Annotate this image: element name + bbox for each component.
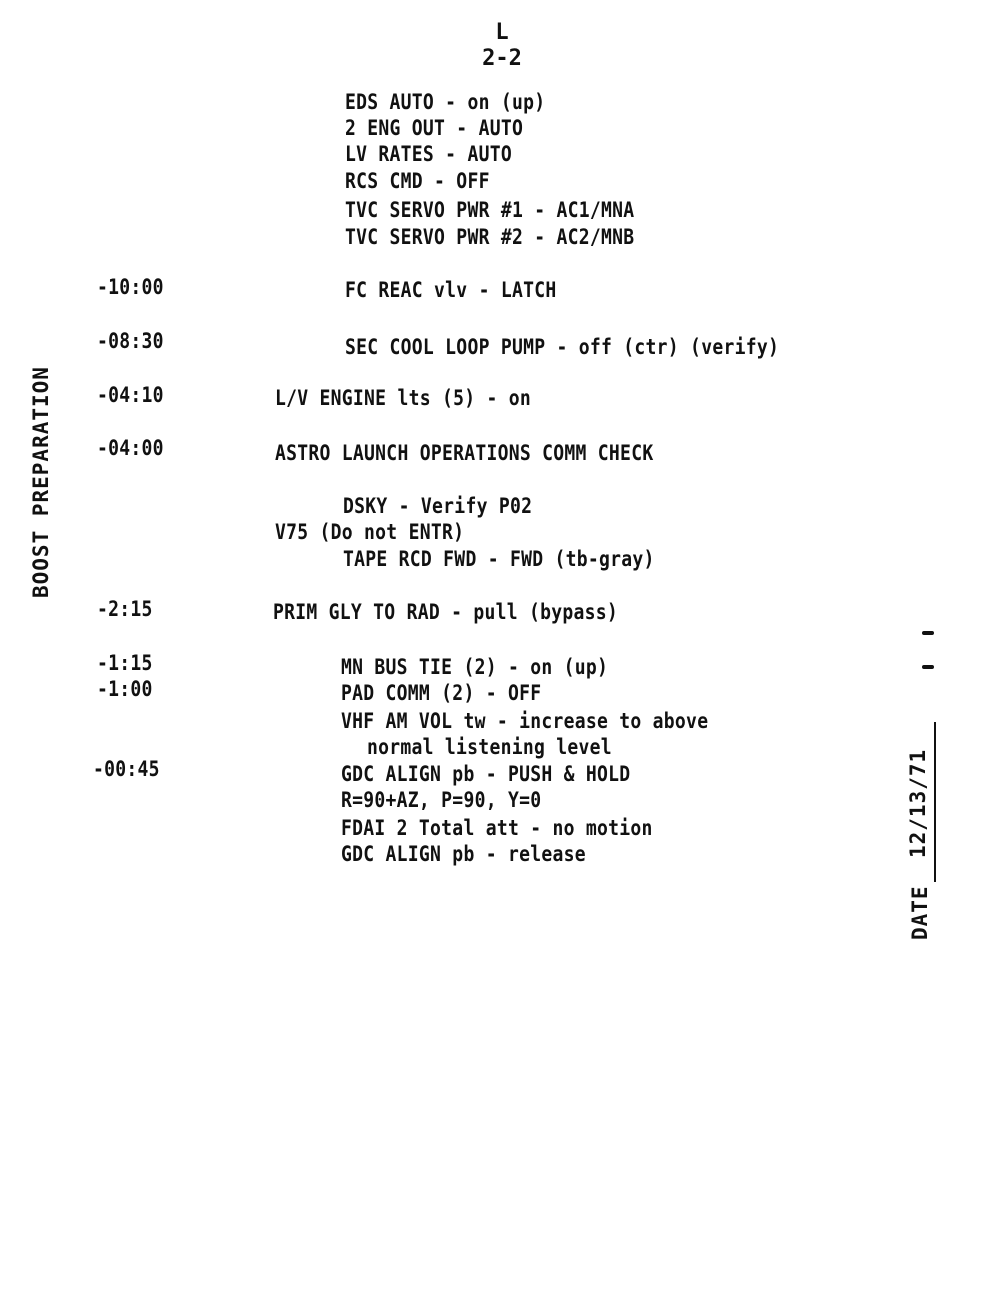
procedure-step: PAD COMM (2) - OFF	[341, 681, 542, 705]
procedure-step: RCS CMD - OFF	[345, 169, 490, 193]
procedure-step: LV RATES - AUTO	[345, 142, 512, 166]
procedure-step: VHF AM VOL tw - increase to above	[341, 709, 709, 733]
procedure-step: V75 (Do not ENTR)	[275, 520, 465, 544]
step-time: -1:00	[97, 677, 153, 701]
procedure-step: L/V ENGINE lts (5) - on	[275, 386, 532, 410]
step-time: -04:00	[97, 436, 164, 460]
section-side-label: BOOST PREPARATION	[29, 366, 53, 598]
step-time: -00:45	[93, 757, 160, 781]
procedure-step: PRIM GLY TO RAD - pull (bypass)	[273, 600, 619, 624]
procedure-step: DSKY - Verify P02	[343, 494, 533, 518]
date-underline	[934, 722, 936, 882]
step-time: -1:15	[97, 651, 153, 675]
procedure-step: ASTRO LAUNCH OPERATIONS COMM CHECK	[275, 441, 654, 465]
section-letter: L	[495, 20, 509, 45]
step-time: -08:30	[97, 329, 164, 353]
procedure-step: FDAI 2 Total att - no motion	[341, 816, 653, 840]
procedure-step: EDS AUTO - on (up)	[345, 90, 546, 114]
procedure-step: FC REAC vlv - LATCH	[345, 278, 557, 302]
procedure-step: TAPE RCD FWD - FWD (tb-gray)	[343, 547, 655, 571]
step-time: -04:10	[97, 383, 164, 407]
procedure-step: TVC SERVO PWR #2 - AC2/MNB	[345, 225, 635, 249]
procedure-step: GDC ALIGN pb - release	[341, 842, 586, 866]
procedure-step: 2 ENG OUT - AUTO	[345, 116, 524, 140]
procedure-step: GDC ALIGN pb - PUSH & HOLD	[341, 762, 631, 786]
step-time: -2:15	[97, 597, 153, 621]
change-bar-mark	[922, 665, 934, 669]
date-label: DATE	[908, 885, 932, 940]
procedure-step: TVC SERVO PWR #1 - AC1/MNA	[345, 198, 635, 222]
procedure-step: R=90+AZ, P=90, Y=0	[341, 788, 542, 812]
step-time: -10:00	[97, 275, 164, 299]
page-number: 2-2	[482, 46, 522, 71]
procedure-step: SEC COOL LOOP PUMP - off (ctr) (verify)	[345, 335, 780, 359]
procedure-step: MN BUS TIE (2) - on (up)	[341, 655, 609, 679]
date-value: 12/13/71	[906, 748, 930, 858]
change-bar-mark	[922, 631, 934, 635]
procedure-step: normal listening level	[367, 735, 612, 759]
